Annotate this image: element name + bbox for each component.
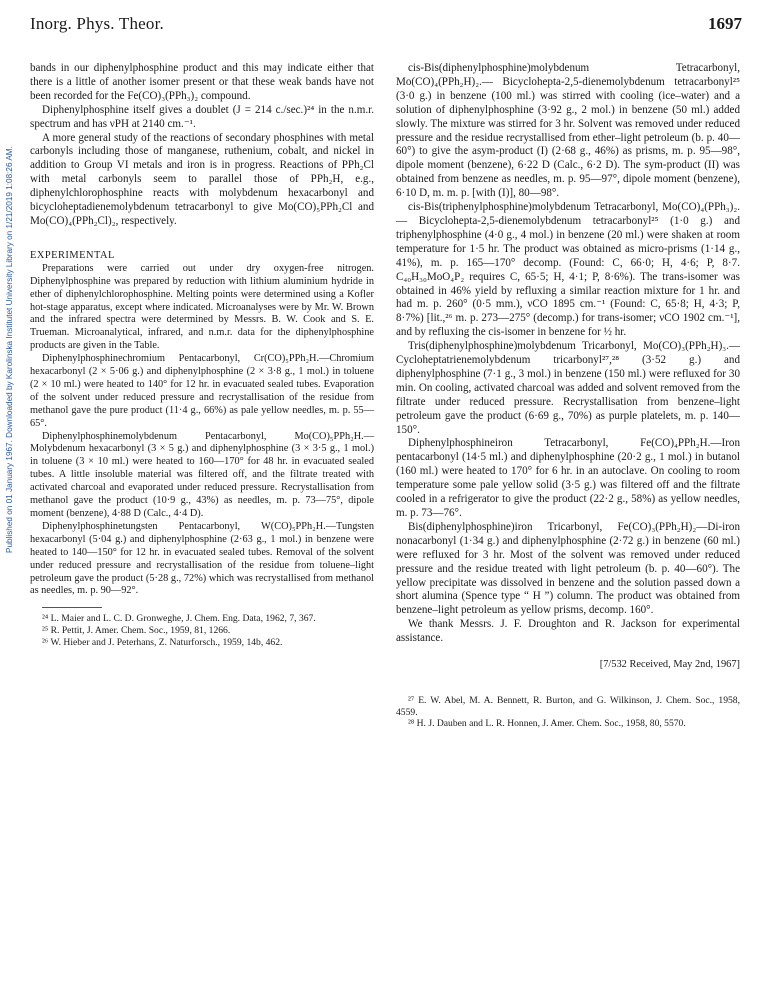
page-number: 1697 <box>708 14 742 33</box>
footnote-26: ²⁶ W. Hieber and J. Peterhans, Z. Naturforsch., 1959, 14b, 462. <box>42 636 283 648</box>
paragraph-molybdenum: Diphenylphosphinemolybdenum Pentacarbonyl, Mo(CO)₅PPh₂H.—Molybdenum hexacarbonyl (3 × 5 g.) and diphenylphosphine (3 × 3·5 g., 1 mol.) in toluene (3 × 10 ml.) were heated to 160—170° for 48 hr. in evacuated sealed tubes. A little insoluble material was filtered off, and the filtrate treated with activated charcoal and evaporated under reduced pressure. Recrystallisation from methanol gave the product (10·9 g., 43%) as needles, m. p. 73—75°, dipole moment (benzene), 4·88 D (Calc., 4·4 D). <box>30 430 374 519</box>
left-column <box>30 62 374 648</box>
footnote-rule <box>42 607 102 608</box>
paragraph-chromium: Diphenylphosphinechromium Pentacarbonyl, Cr(CO)₅PPh₂H.—Chromium hexacarbonyl (2 × 5·06 g.) and diphenylphosphine (2 × 3·8 g., 1 mol.) in toluene (2 × 10 ml.) were heated to 140° for 12 hr. in evacuated sealed tubes. Evaporation of the solvent under reduced pressure and recrystallisation of the residue from methanol gave the pure product (11·4 g., 66%) as pale yellow needles, m. p. 55—65°. <box>30 353 374 429</box>
paragraph-continuation: bands in our diphenylphosphine product and this may indicate either that there is a little of another isomer present or that these weak bands have not been recorded for the Fe(CO)₃(PPh₃)₂ compound. <box>30 62 374 102</box>
paragraph-iron-tricarbonyl: Bis(diphenylphosphine)iron Tricarbonyl, Fe(CO)₃(PPh₂H)₂—Di-iron nonacarbonyl (1·34 g.) and diphenylphosphine (2·72 g.) in benzene (60 ml.) were refluxed for 3 hr. Most of the solvent was removed under reduced pressure and the residue treated with light petroleum (b. p. 40—60°). The yellow precipitate was dissolved in benzene and the solution passed down a short alumina (Spence type “ H ”) column. The product was obtained from benzene–light petroleum as yellow prisms, decomp. 160°. <box>396 520 740 617</box>
download-watermark: Published on 01 January 1967. Downloaded by Karolinska Institutet University Library on 1/21/2019 1:08:26 AM. <box>5 146 14 554</box>
section-heading-experimental: EXPERIMENTAL <box>30 249 115 261</box>
paragraph-iron-tetracarbonyl: Diphenylphosphineiron Tetracarbonyl, Fe(CO)₄PPh₂H.—Iron pentacarbonyl (14·5 ml.) and diphenylphosphine (20·2 g., 1 mol.) in butanol (160 ml.) were heated to 170° for 6 hr. in an autoclave. On cooling to room temperature some pale yellow solid (3·5 g.) was filtered off and the filtrate cooled in a refrigerator to give the product (22·2 g., 58%) as yellow needles, m. p. 73—76°. <box>396 437 740 519</box>
paragraph-cis-bis-diphenylphosphine: cis-Bis(diphenylphosphine)molybdenum Tetracarbonyl, Mo(CO)₄(PPh₂H)₂.— Bicyclohepta-2,5-dienemolybdenum tetracarbonyl²⁵ (3·0 g.) in benzene (100 ml.) was stirred with cooling (ice–water) and a solution of diphenylphosphine (3·92 g., 2 mol.) in benzene (50 ml.) added slowly. The mixture was stirred for 3 hr. Solvent was removed under reduced pressure and the residue recrystallised from ether–light petroleum (b. p. 40—60°) to give the asym-product (I) (2·68 g., 46%) as prisms, m. p. 95—98°, dipole moment (benzene), 6·22 D (Calc., 6·2 D). The sym-product (II) was obtained from benzene as needles, m. p. 95—97°, dipole moment (benzene), 6·10 D, m. m. p. [with (I)], 80—98°. <box>396 62 740 200</box>
right-column <box>396 62 740 730</box>
paragraph-tris-diphenylphosphine: Tris(diphenylphosphine)molybdenum Tricarbonyl, Mo(CO)₃(PPh₂H)₃.— Cycloheptatrienemolybdenum tricarbonyl²⁷,²⁸ (3·52 g.) and diphenylphosphine (7·1 g., 3 mol.) in benzene (150 ml.) were refluxed for 30 min. On cooling, activated charcoal was added and solvent removed from the filtrate under reduced pressure. Recrystallisation from benzene–light petroleum gave the product (6·69 g., 70%) as purple platelets, m. p. 140—150°. <box>396 340 740 436</box>
received-date: [7/532 Received, May 2nd, 1967] <box>599 659 740 671</box>
footnote-24: ²⁴ L. Maier and L. C. D. Gronweghe, J. Chem. Eng. Data, 1962, 7, 367. <box>42 613 316 625</box>
acknowledgement: We thank Messrs. J. F. Droughton and R. Jackson for experimental assistance. <box>396 618 740 645</box>
paragraph-cis-bis-triphenylphosphine: cis-Bis(triphenylphosphine)molybdenum Tetracarbonyl, Mo(CO)₄(PPh₃)₂.— Bicyclohepta-2,5-dienemolybdenum tetracarbonyl²⁵ (1·0 g.) and triphenylphosphine (4·0 g., 4 mol.) in benzene (20 ml.) were shaken at room temperature for 1·5 hr. The product was obtained as micro-prisms (1·14 g., 41%), m. p. 165—170° decomp. (Found: C, 66·0; H, 4·6; P, 8·7. C₄₀H₃₀MoO₄P₂ requires C, 65·5; H, 4·1; P, 8·6%). The trans-isomer was obtained in 46% yield by refluxing a similar reaction mixture for 1 hr. and had m. p. 260° (0·5 mm.), νCO 1895 cm.⁻¹ (Found: C, 65·8; H, 4·3; P, 8·7%) [lit.,²⁶ m. p. 273—275° (decomp.) for trans-isomer; νCO 1902 cm.⁻¹], and by refluxing the cis-isomer in benzene for ½ hr. <box>396 201 740 339</box>
paragraph-preparations: Preparations were carried out under dry oxygen-free nitrogen. Diphenylphosphine was prepared by reduction with lithium aluminium hydride in ether of diphenylchlorophosphine. Melting points were determined using a Kofler hot-stage apparatus, except where indicated. Microanalyses were by Mr. W. Brown and the infrared spectra were determined by Messrs. B. W. Cook and S. E. Trueman. Microanalytical, infrared, and n.m.r. data for the diphenylphosphine products are given in the Table. <box>30 262 374 352</box>
footnote-27: ²⁷ E. W. Abel, M. A. Bennett, R. Burton, and G. Wilkinson, J. Chem. Soc., 1958, 4559. <box>396 695 740 718</box>
journal-running-head: Inorg. Phys. Theor. <box>30 14 164 33</box>
footnote-28: ²⁸ H. J. Dauben and L. R. Honnen, J. Amer. Chem. Soc., 1958, 80, 5570. <box>408 718 686 730</box>
footnote-25: ²⁵ R. Pettit, J. Amer. Chem. Soc., 1959, 81, 1266. <box>42 624 231 636</box>
paragraph-tungsten: Diphenylphosphinetungsten Pentacarbonyl, W(CO)₅PPh₂H.—Tungsten hexacarbonyl (5·04 g.) and diphenylphosphine (2·63 g., 1 mol.) in benzene were heated to 140—150° for 12 hr. in evacuated sealed tubes. Removal of the solvent under reduced pressure and recrystallisation of the residue from toluene–light petroleum gave the product (5·28 g., 72%) which was recrystallised from methanol as needles, m. p. 90—92°. <box>30 520 374 597</box>
paragraph-general-study: A more general study of the reactions of secondary phosphines with metal carbonyls including those of manganese, ruthenium, cobalt, and nickel in addition to Group VI metals and iron is in progress. Reactions of PPh₂Cl with metal carbonyls seem to parallel those of PPh₂H, e.g., diphenylchlorophosphine reacts with molybdenum hexacarbonyl and bicycloheptadienemolybdenum tetracarbonyl to give Mo(CO)₅PPh₂Cl and Mo(CO)₄(PPh₂Cl)₂, respectively. <box>30 131 374 227</box>
paragraph-nmr: Diphenylphosphine itself gives a doublet (J = 214 c./sec.)²⁴ in the n.m.r. spectrum and has νPH at 2140 cm.⁻¹. <box>30 103 374 130</box>
